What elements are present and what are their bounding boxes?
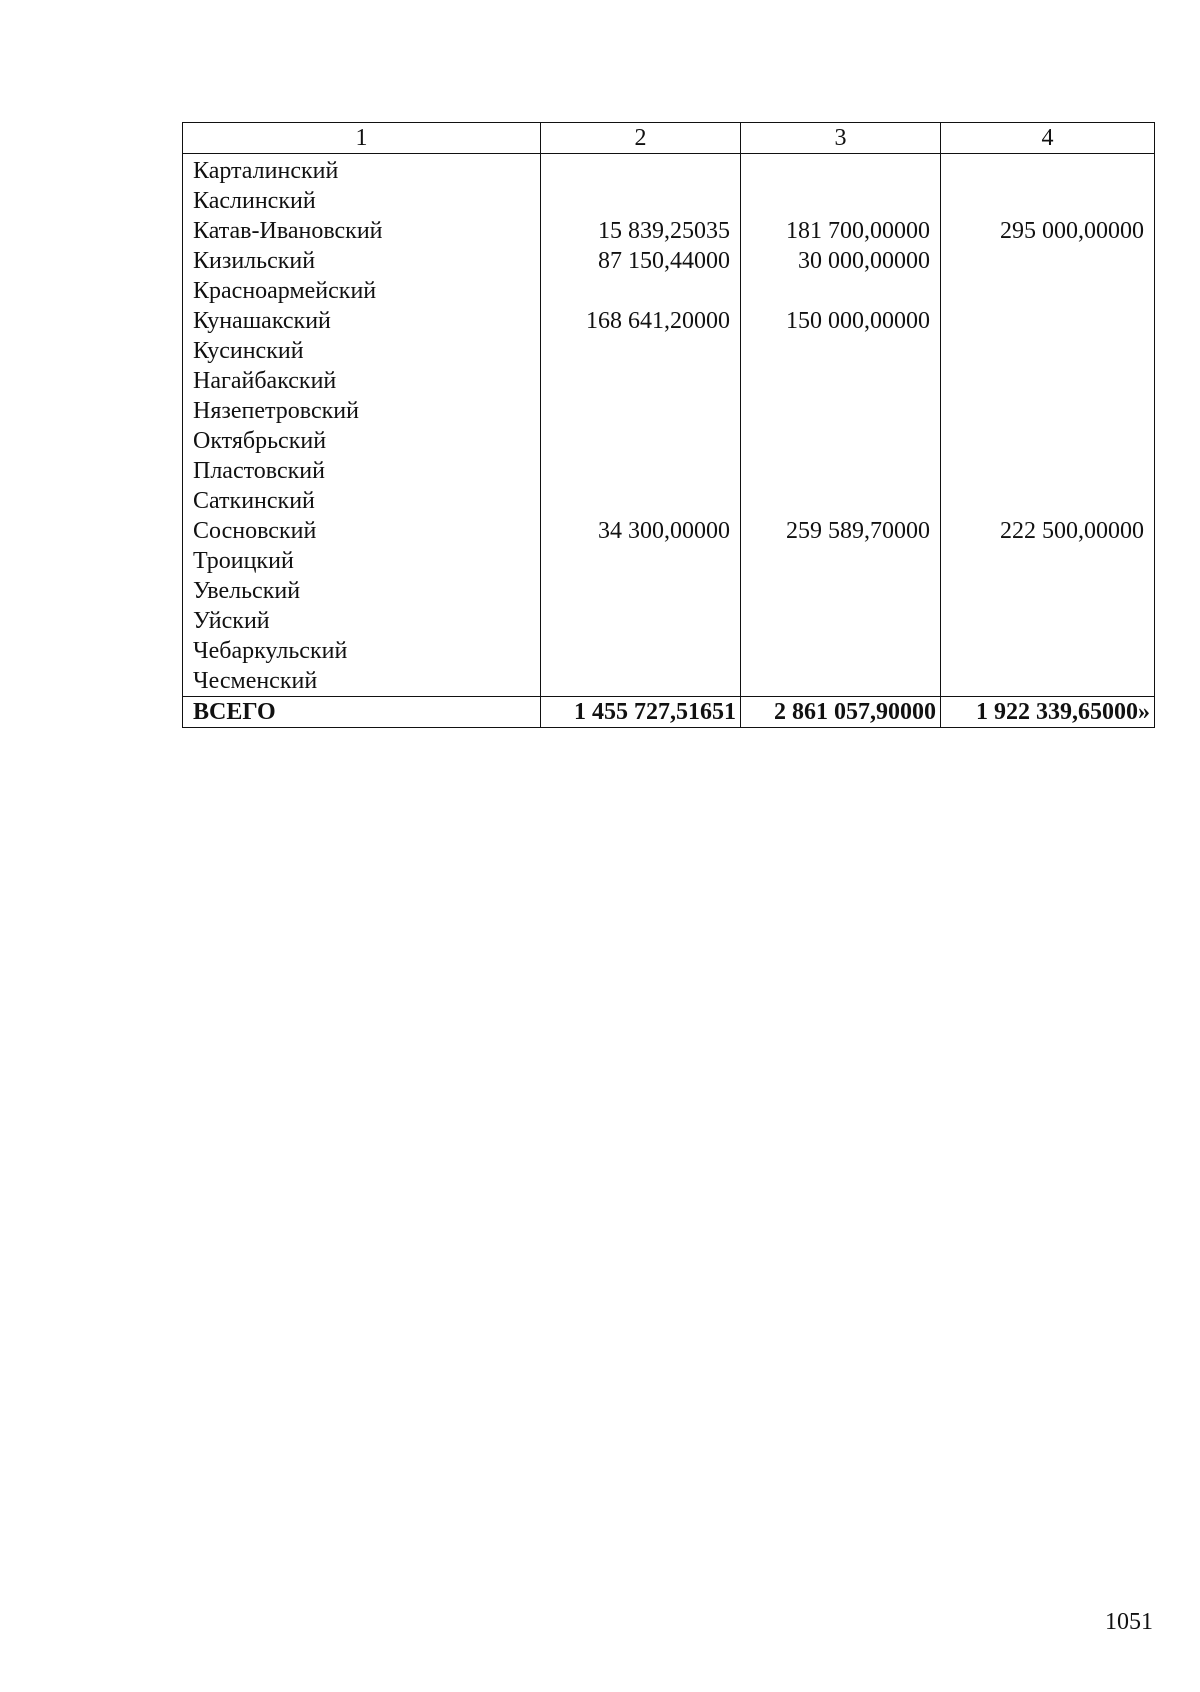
- district-name: Карталинский: [183, 154, 541, 187]
- value-col3: 30 000,00000: [741, 246, 941, 276]
- value-col2: [541, 606, 741, 636]
- district-name: Нязепетровский: [183, 396, 541, 426]
- district-name: Увельский: [183, 576, 541, 606]
- value-col3: [741, 336, 941, 366]
- table-row: [183, 486, 1155, 516]
- value-col4: [941, 246, 1155, 276]
- value-col2: [541, 666, 741, 697]
- value-col3: 259 589,70000: [741, 516, 941, 546]
- table-row: [183, 246, 1155, 276]
- value-col4: [941, 426, 1155, 456]
- value-col2: [541, 576, 741, 606]
- table-row: [183, 516, 1155, 546]
- value-col4: [941, 306, 1155, 336]
- value-col2: [541, 186, 741, 216]
- table-row: [183, 576, 1155, 606]
- table-row: [183, 546, 1155, 576]
- column-header-3: 3: [741, 123, 941, 154]
- district-name: Уйский: [183, 606, 541, 636]
- value-col2: [541, 426, 741, 456]
- value-col2: [541, 154, 741, 187]
- value-col3: [741, 636, 941, 666]
- value-col4: [941, 366, 1155, 396]
- column-header-1: 1: [183, 123, 541, 154]
- value-col4: [941, 154, 1155, 187]
- district-name: Каслинский: [183, 186, 541, 216]
- value-col4: [941, 666, 1155, 697]
- value-col3: [741, 276, 941, 306]
- district-name: Нагайбакский: [183, 366, 541, 396]
- district-name: Октябрьский: [183, 426, 541, 456]
- table-row: [183, 426, 1155, 456]
- value-col2: [541, 456, 741, 486]
- value-col3: [741, 546, 941, 576]
- value-col3: 181 700,00000: [741, 216, 941, 246]
- value-col3: [741, 606, 941, 636]
- table-body: [183, 154, 1155, 697]
- value-col4: [941, 576, 1155, 606]
- value-col4: [941, 276, 1155, 306]
- total-value-col4: 1 922 339,65000»: [941, 697, 1155, 728]
- district-name: Кунашакский: [183, 306, 541, 336]
- table-row: [183, 636, 1155, 666]
- total-label: ВСЕГО: [183, 697, 541, 728]
- total-row: [183, 697, 1155, 728]
- table-row: [183, 336, 1155, 366]
- page-number: 1051: [1105, 1609, 1153, 1635]
- value-col4: [941, 186, 1155, 216]
- district-name: Саткинский: [183, 486, 541, 516]
- district-name: Катав-Ивановский: [183, 216, 541, 246]
- value-col3: 150 000,00000: [741, 306, 941, 336]
- value-col2: [541, 546, 741, 576]
- district-name: Кизильский: [183, 246, 541, 276]
- total-value-col2: 1 455 727,51651: [541, 697, 741, 728]
- value-col2: [541, 336, 741, 366]
- district-name: Троицкий: [183, 546, 541, 576]
- district-name: Сосновский: [183, 516, 541, 546]
- value-col4: [941, 486, 1155, 516]
- value-col4: [941, 606, 1155, 636]
- value-col4: [941, 396, 1155, 426]
- value-col4: [941, 636, 1155, 666]
- value-col4: [941, 546, 1155, 576]
- table-row: [183, 186, 1155, 216]
- value-col2: [541, 366, 741, 396]
- table-row: [183, 456, 1155, 486]
- value-col2: [541, 636, 741, 666]
- district-name: Красноармейский: [183, 276, 541, 306]
- district-name: Кусинский: [183, 336, 541, 366]
- value-col4: [941, 336, 1155, 366]
- value-col3: [741, 456, 941, 486]
- column-header-4: 4: [941, 123, 1155, 154]
- value-col2: [541, 276, 741, 306]
- column-header-2: 2: [541, 123, 741, 154]
- value-col2: 15 839,25035: [541, 216, 741, 246]
- value-col3: [741, 576, 941, 606]
- value-col3: [741, 666, 941, 697]
- value-col2: 168 641,20000: [541, 306, 741, 336]
- table-row: [183, 276, 1155, 306]
- table-row: [183, 666, 1155, 697]
- district-name: Пластовский: [183, 456, 541, 486]
- table-row: [183, 216, 1155, 246]
- total-value-col3: 2 861 057,90000: [741, 697, 941, 728]
- value-col4: [941, 456, 1155, 486]
- value-col4: 295 000,00000: [941, 216, 1155, 246]
- value-col3: [741, 186, 941, 216]
- header-row: [183, 123, 1155, 154]
- table-row: [183, 154, 1155, 187]
- table-row: [183, 606, 1155, 636]
- value-col3: [741, 426, 941, 456]
- district-name: Чесменский: [183, 666, 541, 697]
- value-col2: [541, 396, 741, 426]
- district-name: Чебаркульский: [183, 636, 541, 666]
- value-col4: 222 500,00000: [941, 516, 1155, 546]
- value-col2: [541, 486, 741, 516]
- value-col3: [741, 154, 941, 187]
- table-row: [183, 366, 1155, 396]
- table-footer: [183, 697, 1155, 728]
- table-row: [183, 396, 1155, 426]
- table-header: [183, 123, 1155, 154]
- value-col3: [741, 486, 941, 516]
- budget-table: [182, 122, 1155, 728]
- value-col3: [741, 366, 941, 396]
- value-col3: [741, 396, 941, 426]
- value-col2: 87 150,44000: [541, 246, 741, 276]
- value-col2: 34 300,00000: [541, 516, 741, 546]
- table-row: [183, 306, 1155, 336]
